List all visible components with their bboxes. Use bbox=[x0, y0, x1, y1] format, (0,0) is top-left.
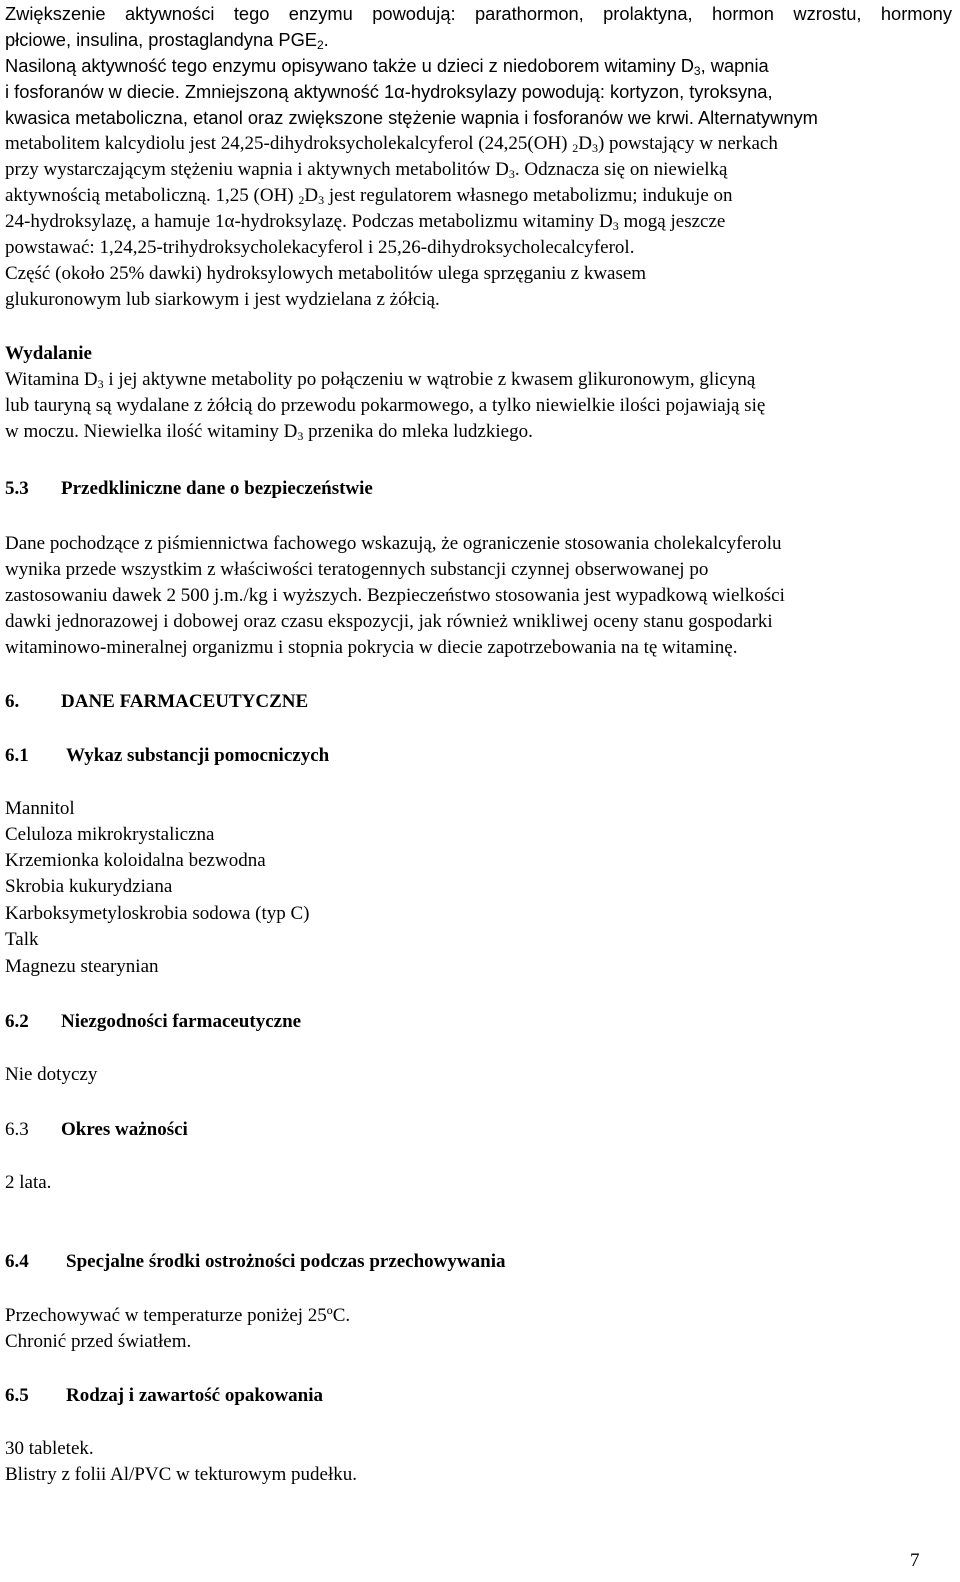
section-title: Niezgodności farmaceutyczne bbox=[61, 1011, 302, 1032]
paragraph-line bbox=[5, 559, 708, 581]
subscript: 2 bbox=[316, 38, 324, 52]
text-run: . Odznacza się on niewielką bbox=[514, 159, 728, 180]
paragraph-line: Chronić przed światłem. bbox=[5, 1331, 192, 1352]
text-run: Podczas metabolizmu witaminy D bbox=[346, 211, 613, 232]
section-number: 6. bbox=[5, 691, 20, 712]
subscript: 3 bbox=[297, 429, 304, 443]
paragraph-line: Nie dotyczy bbox=[5, 1064, 98, 1085]
text-run: , wapnia bbox=[700, 55, 769, 76]
section-title: Przedkliniczne dane o bezpieczeństwie bbox=[61, 478, 373, 499]
text-run: witaminowo-mineralnej organizmu i stopnia pokrycia w diecie zapotrzebowania na tę witaminę. bbox=[5, 637, 738, 658]
paragraph-line bbox=[5, 3, 952, 25]
section-title: Rodzaj i zawartość opakowania bbox=[66, 1385, 324, 1406]
paragraph-line bbox=[5, 421, 533, 443]
section-heading-5-3 bbox=[5, 478, 373, 500]
list-item: Skrobia kukurydziana bbox=[5, 876, 173, 897]
text-run: Zwiększenie aktywności tego enzymu powodują: parathormon, prolaktyna, hormon wzrostu, hormony bbox=[5, 3, 952, 24]
section-heading-6-2 bbox=[5, 1011, 301, 1033]
section-number: 6.3 bbox=[5, 1119, 29, 1140]
text-run: Bezpieczeństwo stosowania jest wypadkową wielkości bbox=[362, 585, 785, 606]
text-run: mogą jeszcze bbox=[618, 211, 726, 232]
text-run: Nasiloną aktywność tego enzymu opisywano także u dzieci z niedoborem witaminy D bbox=[5, 55, 694, 76]
paragraph-line: Blistry z folii Al/PVC w tekturowym pudełku. bbox=[5, 1464, 358, 1485]
text-run: ) powstający w nerkach bbox=[597, 133, 778, 154]
text-run: w moczu. Niewielka ilość witaminy D bbox=[5, 421, 298, 442]
paragraph-line bbox=[5, 133, 778, 155]
text-run: płciowe, insulina, prostaglandyna PGE bbox=[5, 29, 317, 50]
text-run: i jej aktywne metabolity po połączeniu w wątrobie z kwasem glikuronowym, glicyną bbox=[103, 369, 756, 390]
subscript: 3 bbox=[693, 64, 701, 78]
text-run: . bbox=[323, 29, 329, 50]
paragraph-line: Przechowywać w temperaturze poniżej 25ºC. bbox=[5, 1305, 351, 1326]
section-title: Okres ważności bbox=[61, 1119, 188, 1140]
subscript: 3 bbox=[97, 377, 104, 391]
subscript: 3 bbox=[612, 219, 619, 233]
section-number: 5.3 bbox=[5, 478, 29, 499]
section-number: 6.4 bbox=[5, 1251, 29, 1272]
text-run: jest regulatorem własnego metabolizmu; indukuje on bbox=[324, 185, 733, 206]
text-run: powstawać: 1,24,25-trihydroksycholekacyferol i 25,26-dihydroksycholecalcyferol. bbox=[5, 237, 635, 258]
text-run: kwasica metaboliczna, etanol oraz zwiększone stężenie wapnia i fosforanów we krwi. bbox=[5, 107, 694, 128]
paragraph-line bbox=[5, 55, 769, 77]
section-heading-6-1 bbox=[5, 745, 329, 767]
paragraph-line bbox=[5, 107, 818, 129]
paragraph-line bbox=[5, 211, 725, 233]
paragraph-line bbox=[5, 237, 634, 259]
subscript: 2 bbox=[572, 141, 579, 155]
text-run: 1,25 (OH) bbox=[210, 185, 299, 206]
paragraph-line bbox=[5, 395, 765, 417]
section-title: Specjalne środki ostrożności podczas przechowywania bbox=[66, 1251, 506, 1272]
section-heading-6-4 bbox=[5, 1251, 505, 1273]
text-run: glukuronowym lub siarkowym i jest wydzielana z żółcią. bbox=[5, 289, 440, 310]
list-item: Mannitol bbox=[5, 798, 75, 819]
subscript: 3 bbox=[318, 193, 325, 207]
paragraph-line bbox=[5, 159, 727, 181]
text-run: Część (około 25% dawki) hydroksylowych metabolitów ulega sprzęganiu z kwasem bbox=[5, 263, 647, 284]
paragraph-line bbox=[5, 369, 755, 391]
subscript: 3 bbox=[508, 167, 515, 181]
paragraph-line bbox=[5, 533, 782, 555]
section-title: DANE FARMACEUTYCZNE bbox=[61, 691, 309, 712]
text-run: Alternatywnym bbox=[693, 107, 818, 128]
section-number: 6.1 bbox=[5, 745, 29, 766]
paragraph-line bbox=[5, 29, 329, 51]
list-item: Celuloza mikrokrystaliczna bbox=[5, 824, 215, 845]
paragraph-line bbox=[5, 611, 773, 633]
section-heading-6 bbox=[5, 691, 308, 713]
list-item: Talk bbox=[5, 929, 39, 950]
paragraph-line bbox=[5, 289, 440, 311]
text-run: Witamina D bbox=[5, 369, 98, 390]
paragraph-line: 2 lata. bbox=[5, 1172, 52, 1193]
paragraph-line bbox=[5, 185, 733, 207]
text-run: D bbox=[578, 133, 592, 154]
list-item: Magnezu stearynian bbox=[5, 956, 159, 977]
section-heading-6-3 bbox=[5, 1119, 188, 1141]
list-item: Karboksymetyloskrobia sodowa (typ C) bbox=[5, 903, 310, 924]
text-run: 24-hydroksylazę, a hamuje 1α-hydroksylazę. bbox=[5, 211, 347, 232]
text-run: metabolitem kalcydiolu jest 24,25-dihydroksycholekalcyferol (24,25(OH) bbox=[5, 133, 573, 154]
text-run: lub tauryną są wydalane z żółcią do przewodu pokarmowego, a tylko niewielkie ilości pojawiają się bbox=[5, 395, 766, 416]
section-number: 6.5 bbox=[5, 1385, 29, 1406]
section-heading-6-5 bbox=[5, 1385, 323, 1407]
subscript: 3 bbox=[591, 141, 598, 155]
list-item: Krzemionka koloidalna bezwodna bbox=[5, 850, 266, 871]
paragraph-line bbox=[5, 585, 785, 607]
paragraph-line: 30 tabletek. bbox=[5, 1438, 94, 1459]
text-run: dawki jednorazowej i dobowej oraz czasu ekspozycji, jak również wnikliwej oceny stanu gospodarki bbox=[5, 611, 773, 632]
text-run: Zmniejszoną aktywność 1α-hydroksylazy powodują: kortyzon, tyroksyna, bbox=[184, 81, 773, 102]
text-run: aktywnością metaboliczną. bbox=[5, 185, 211, 206]
section-title: Wykaz substancji pomocniczych bbox=[66, 745, 330, 766]
paragraph-line bbox=[5, 263, 646, 285]
text-run: przy wystarczającym stężeniu wapnia i aktywnych metabolitów D bbox=[5, 159, 509, 180]
subscript: 2 bbox=[298, 193, 305, 207]
text-run: wynika przede wszystkim z właściwości teratogennych substancji czynnej obserwowanej po bbox=[5, 559, 709, 580]
paragraph-line bbox=[5, 81, 773, 103]
section-number: 6.2 bbox=[5, 1011, 29, 1032]
text-run: i fosforanów w diecie. bbox=[5, 81, 185, 102]
text-run: D bbox=[304, 185, 319, 206]
text-run: Dane pochodzące z piśmiennictwa fachowego wskazują, że ograniczenie stosowania cholekalcyferolu bbox=[5, 533, 782, 554]
page-number: 7 bbox=[910, 1550, 920, 1571]
paragraph-line bbox=[5, 637, 737, 659]
text-run: zastosowaniu dawek 2 500 j.m./kg i wyższych. bbox=[5, 585, 363, 606]
section-heading-wydalanie: Wydalanie bbox=[5, 343, 92, 364]
text-run: przenika do mleka ludzkiego. bbox=[303, 421, 533, 442]
